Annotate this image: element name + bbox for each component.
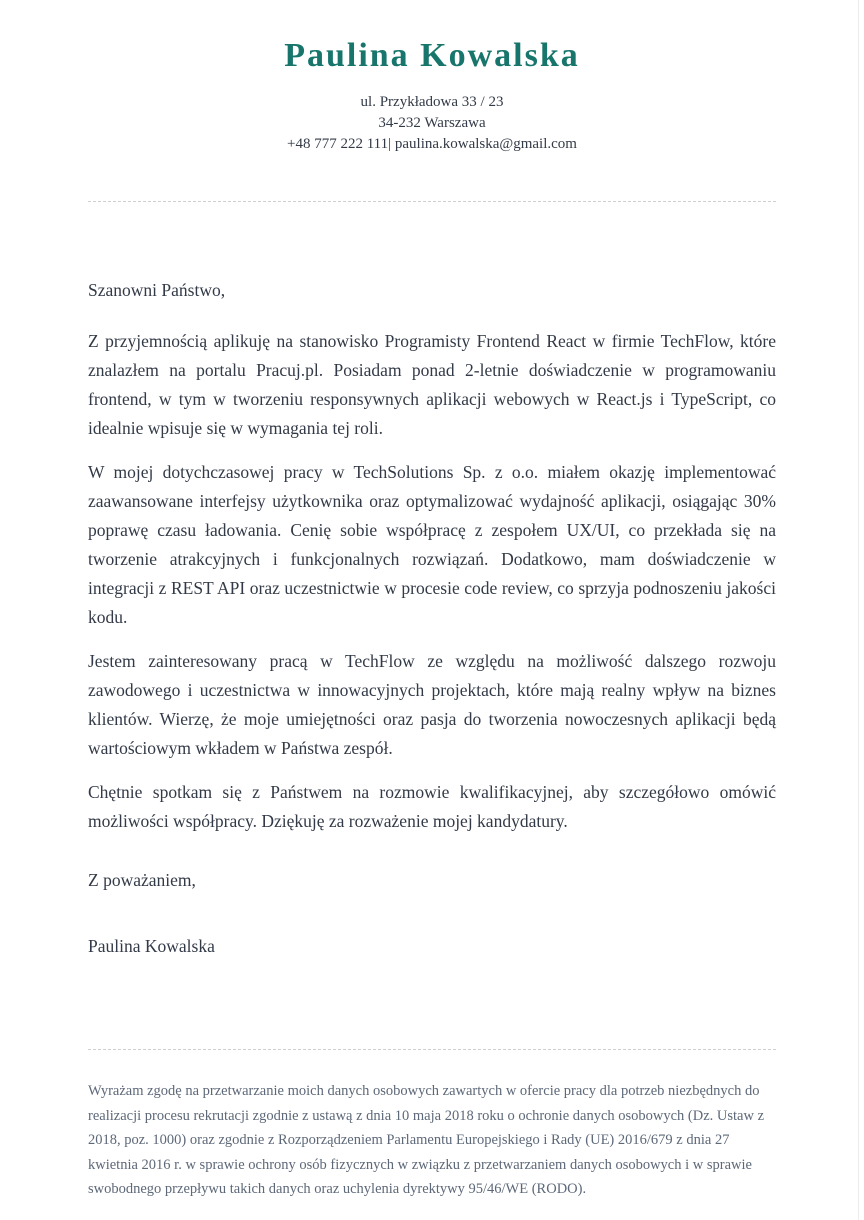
letter-paragraph-1: Z przyjemnością aplikuję na stanowisko Programisty Frontend React w firmie TechFlow, które znalazłem na portalu Pracuj.pl. Posiadam ponad 2-letnie doświadczenie w programowaniu frontend, w tym w tworzeniu responsywnych aplikacji webowych w React.js i TypeScript, co idealnie wpisuje się w wymagania tej roli. — [88, 331, 776, 438]
letter-body — [88, 276, 776, 961]
header-divider — [88, 201, 776, 202]
page-edge-line — [858, 0, 859, 1220]
letter-paragraph-4: Chętnie spotkam się z Państwem na rozmowie kwalifikacyjnej, aby szczegółowo omówić możliwości współpracy. Dziękuję za rozważenie mojej kandydatury. — [88, 782, 776, 831]
letter-signature: Paulina Kowalska — [88, 936, 215, 956]
contact-address-street: ul. Przykładowa 33 / 23 — [360, 94, 504, 110]
footer-divider — [88, 1049, 776, 1050]
letter-paragraph-2: W mojej dotychczasowej pracy w TechSolutions Sp. z o.o. miałem okazję implementować zaawansowane interfejsy użytkownika oraz optymalizować wydajność aplikacji, osiągając 30% poprawę czasu ładowania. Cenię sobie współpracę z zespołem UX/UI, co przekłada się na tworzenie atrakcyjnych i funkcjonalnych rozwiązań. Dodatkowo, mam doświadczenie w integracji z REST API oraz uczestnictwie w procesie code review, co sprzyja podnoszeniu jakości kodu. — [88, 462, 776, 627]
contact-address-city: 34-232 Warszawa — [378, 115, 486, 131]
letter-header — [88, 36, 776, 155]
contact-block — [88, 92, 776, 155]
letter-closing: Z poważaniem, — [88, 870, 196, 890]
letter-paragraph-3: Jestem zainteresowany pracą w TechFlow ze względu na możliwość dalszego rozwoju zawodowego i uczestnictwa w innowacyjnych projektach, które mają realny wpływ na biznes klientów. Wierzę, że moje umiejętności oraz pasja do tworzenia nowoczesnych aplikacji będą wartościowym wkładem w Państwa zespół. — [88, 651, 776, 758]
applicant-name-title: Paulina Kowalska — [284, 37, 580, 74]
letter-greeting: Szanowni Państwo, — [88, 280, 226, 300]
rodo-consent-clause: Wyrażam zgodę na przetwarzanie moich danych osobowych zawartych w ofercie pracy dla potrzeb niezbędnych do realizacji procesu rekrutacji zgodnie z ustawą z dnia 10 maja 2018 roku o ochronie danych osobowych (Dz. Ustaw z 2018, poz. 1000) oraz zgodnie z Rozporządzeniem Parlamentu Europejskiego i Rady (UE) 2016/679 z dnia 27 kwietnia 2016 r. w sprawie ochrony osób fizycznych w związku z przetwarzaniem danych osobowych i w sprawie swobodnego przepływu takich danych oraz uchylenia dyrektywy 95/46/WE (RODO). — [88, 1083, 765, 1197]
letter-footer — [88, 1079, 776, 1202]
contact-phone-email: +48 777 222 111| paulina.kowalska@gmail.com — [287, 136, 577, 152]
